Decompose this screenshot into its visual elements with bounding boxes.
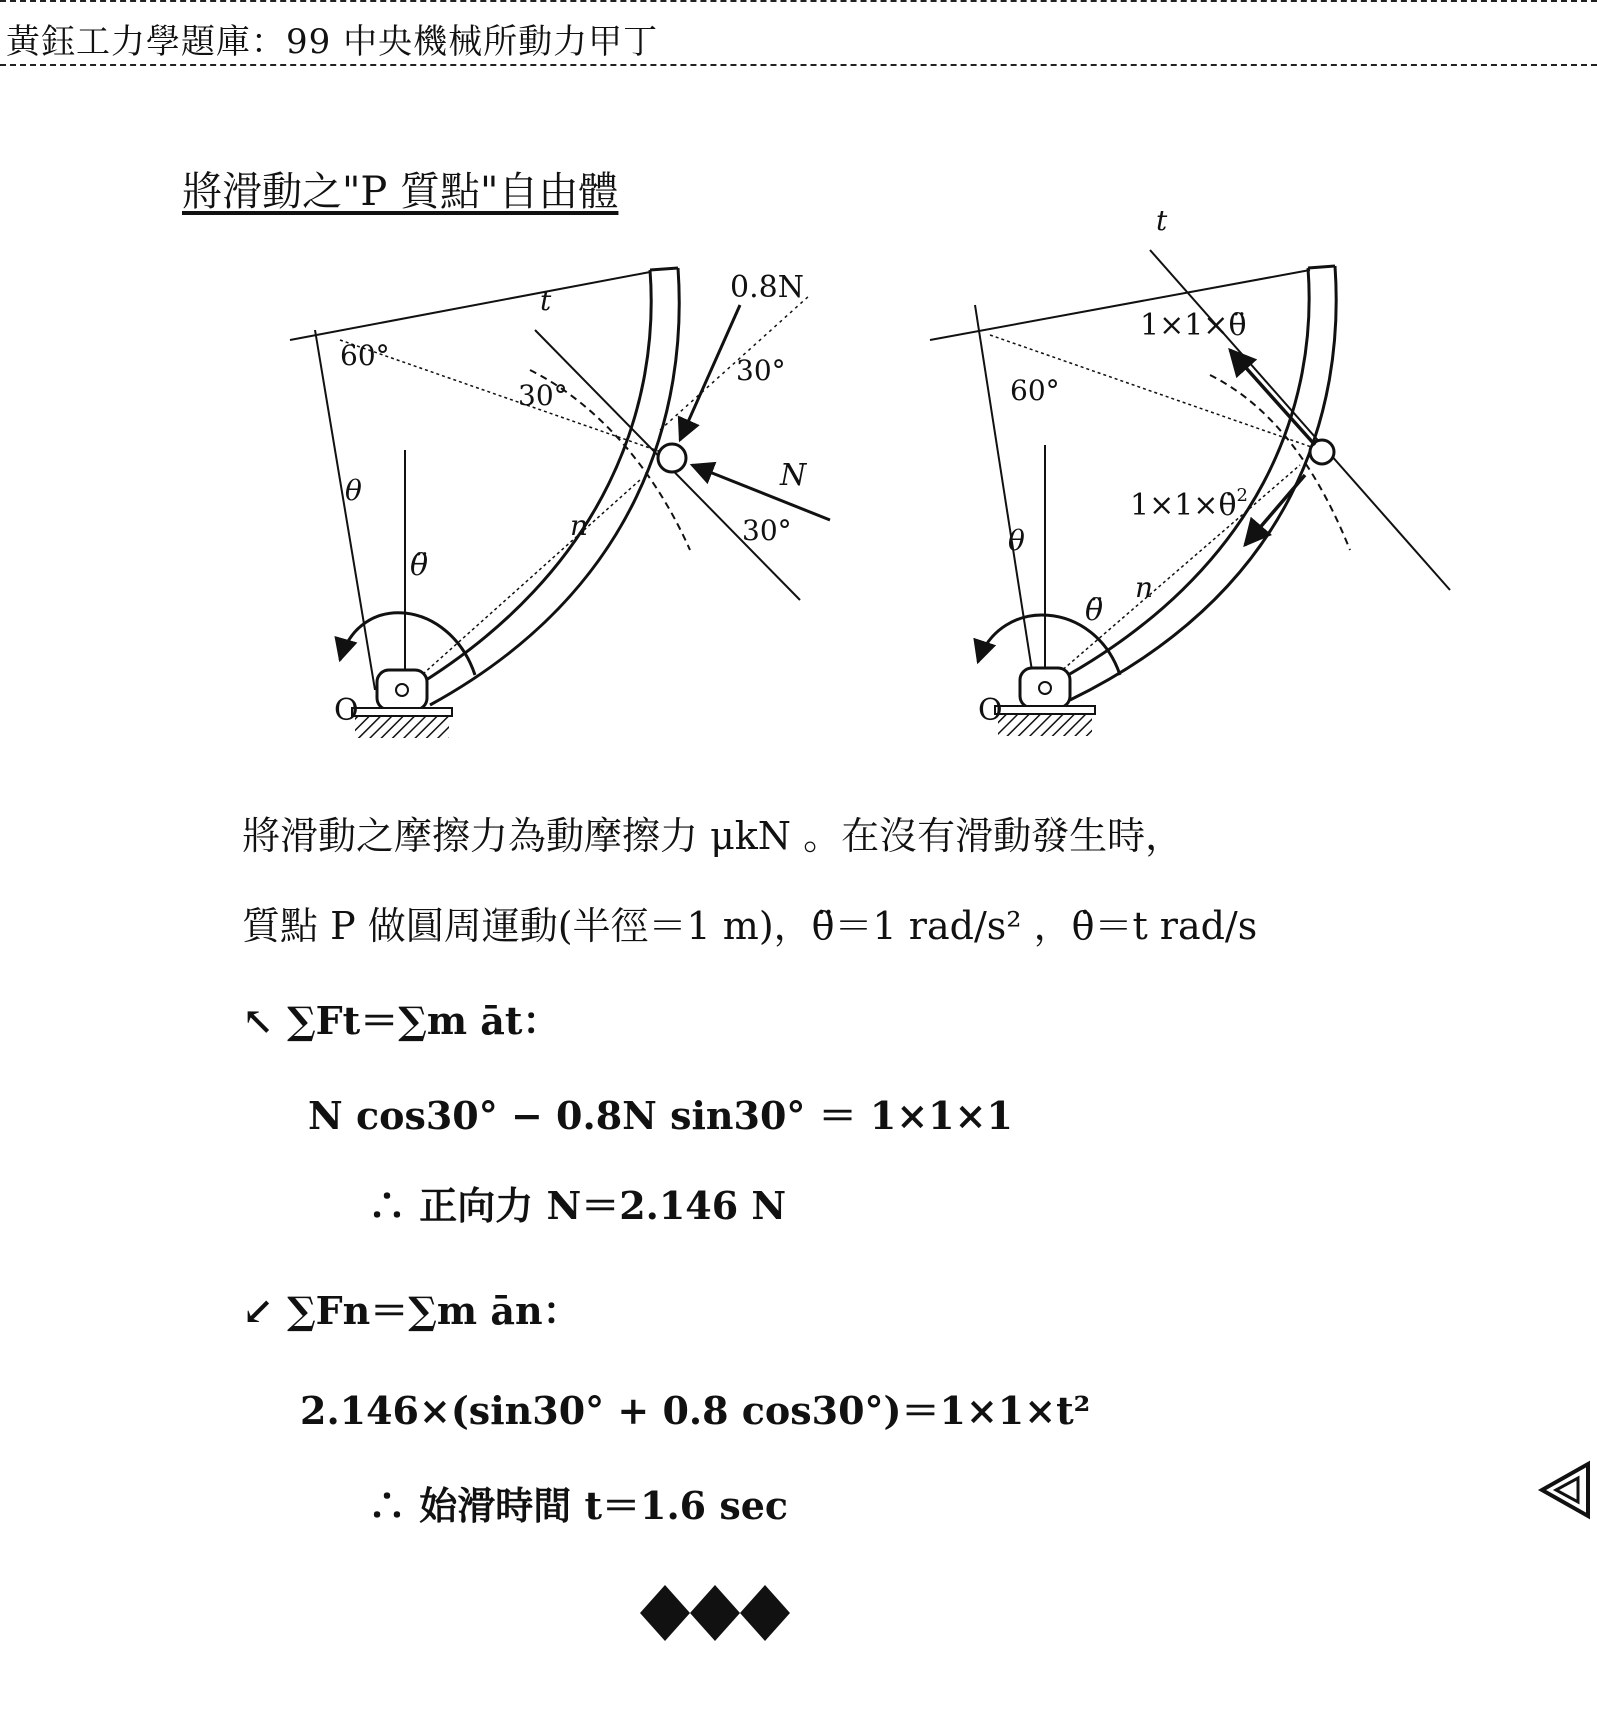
text-line-1: 將滑動之摩擦力為動摩擦力 μkN 。在沒有滑動發生時，	[242, 814, 1184, 858]
arm-line	[975, 305, 1035, 690]
result-normal-force: ∴ 正向力 N＝2.146 N	[368, 1183, 787, 1228]
section-title: 將滑動之"P 質點"自由體	[182, 169, 619, 215]
label-angle-60: 60°	[340, 339, 390, 372]
label-angle-60: 60°	[1010, 374, 1060, 407]
equation-tangential: N cos30° − 0.8N sin30° ＝ 1×1×1	[308, 1093, 1013, 1138]
label-n-axis: n	[570, 509, 589, 542]
equation-normal: 2.146×(sin30° + 0.8 cos30°)＝1×1×t²	[300, 1388, 1091, 1433]
label-theta: θ	[1008, 524, 1025, 557]
tangent-axis-line	[1150, 250, 1450, 590]
header-title: 黃鈺工力學題庫：99 中央機械所動力甲丁	[6, 22, 659, 62]
label-angle-30a: 30°	[518, 379, 568, 412]
fbd-diagram-left	[280, 250, 860, 770]
ground-hatch	[998, 714, 1092, 736]
equation-normal-sum: ↙ ∑Fn＝∑m ān：	[242, 1288, 581, 1333]
particle-p	[658, 444, 686, 472]
friction-arrow	[680, 305, 740, 440]
result-slip-time: ∴ 始滑時間 t＝1.6 sec	[368, 1483, 789, 1528]
label-t-axis: t	[540, 284, 552, 317]
label-friction: 0.8N	[730, 270, 804, 305]
curved-tube-inner	[430, 268, 679, 705]
next-page-icon[interactable]	[1536, 1460, 1592, 1520]
label-n-axis: n	[1135, 571, 1154, 604]
label-tangential: 1×1×θ̈	[1140, 308, 1247, 343]
theta-ddot-arrow	[340, 613, 475, 675]
normal-axis-line	[405, 480, 640, 690]
page-header	[0, 0, 1597, 66]
label-normal-force: N	[780, 458, 807, 493]
label-angle-30c: 30°	[742, 514, 792, 547]
label-theta: θ	[345, 474, 362, 507]
reference-line-top	[290, 272, 650, 340]
text-line-2: 質點 P 做圓周運動(半徑＝1 m)，θ̈＝1 rad/s² ，θ̇＝t rad/s	[242, 904, 1258, 948]
curved-tube-outer	[410, 270, 651, 690]
fbd-diagram-right	[920, 200, 1470, 770]
reference-line-top	[930, 270, 1310, 340]
label-theta-ddot: θ̈	[410, 548, 429, 583]
arm-line	[315, 330, 375, 690]
end-ornament-icon	[640, 1585, 790, 1641]
label-theta-ddot: θ̈	[1085, 593, 1104, 628]
equation-tangential-sum: ↖ ∑Ft＝∑m āt：	[242, 998, 561, 1043]
label-normal-accel: 1×1×θ̇$^2$	[1130, 485, 1248, 523]
label-t-axis: t	[1156, 204, 1168, 237]
label-angle-30b: 30°	[736, 354, 786, 387]
ground-hatch	[355, 716, 449, 738]
normal-accel-arrow	[1245, 475, 1305, 545]
label-origin: O	[978, 693, 1003, 728]
label-origin: O	[334, 693, 359, 728]
